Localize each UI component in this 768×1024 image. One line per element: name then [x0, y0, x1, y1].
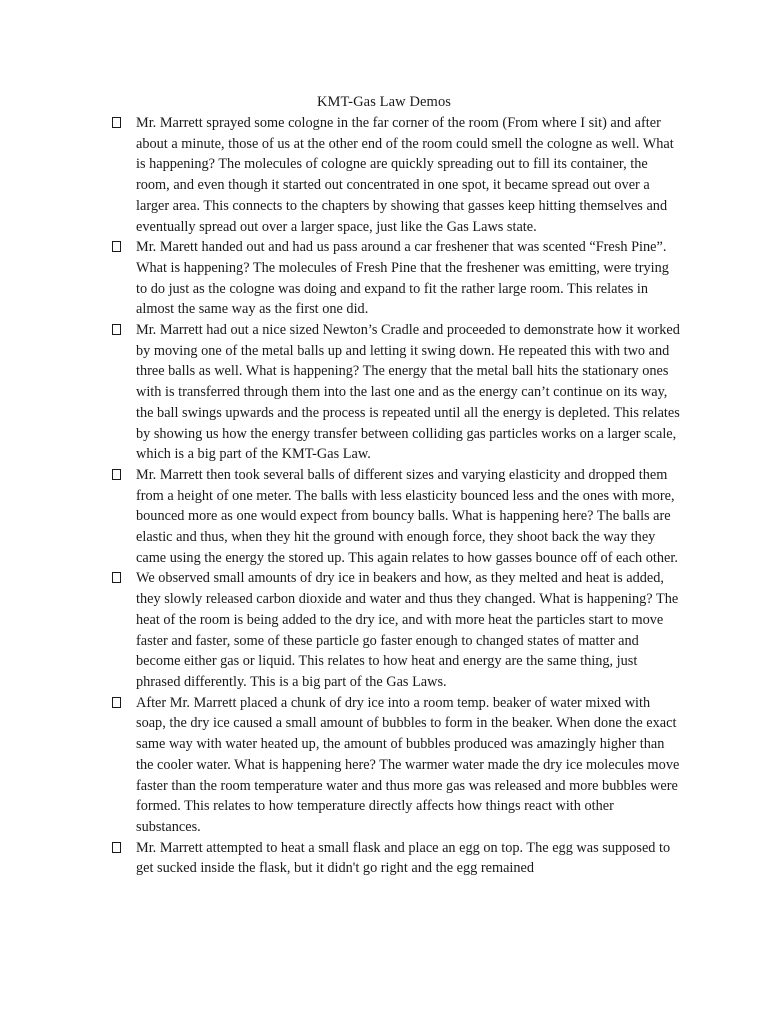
list-item-text: After Mr. Marrett placed a chunk of dry ice into a room temp. beaker of water mixed with soap, the dry ice caused a small amount of bubbles to form in the beaker. When done the exact same way with water heated up, the amount of bubbles produced was amazingly higher than the cooler water. What is happening here? The warmer water made the dry ice molecules move faster than the room temperature water and thus more gas was released and more bubbles were formed. This relates to how temperature directly affects how things react with other substances.	[136, 694, 680, 835]
list-item	[112, 320, 680, 465]
bullet-box-icon	[112, 572, 121, 583]
bullet-box-icon	[112, 324, 121, 335]
list-item	[112, 113, 680, 237]
list-item-text: We observed small amounts of dry ice in beakers and how, as they melted and heat is added, they slowly released carbon dioxide and water and thus they changed. What is happening? The heat of the room is being added to the dry ice, and with more heat the particles start to move faster and faster, some of these particle go faster enough to changed states of matter and become either gas or liquid. This relates to how heat and energy are the same thing, just phrased differently. This is a big part of the Gas Laws.	[136, 570, 679, 690]
list-item	[112, 838, 680, 879]
list-item-text: Mr. Marrett had out a nice sized Newton’s Cradle and proceeded to demonstrate how it worked by moving one of the metal balls up and letting it swing down. He repeated this with two and three balls as well. What is happening? The energy that the metal ball hits the stationary ones with is transferred through them into the last one and as the energy can’t continue on its way, the ball swings upwards and the process is repeated until all the energy is depleted. This relates by showing us how the energy transfer between colliding gas particles works on a larger scale, which is a big part of the KMT-Gas Law.	[136, 322, 680, 463]
bullet-box-icon	[112, 842, 121, 853]
list-item-text: Mr. Marrett attempted to heat a small flask and place an egg on top. The egg was supposed to get sucked inside the flask, but it didn't go right and the egg remained	[136, 839, 671, 877]
bullet-box-icon	[112, 697, 121, 708]
document-title: KMT-Gas Law Demos	[316, 94, 452, 110]
bullet-box-icon	[112, 469, 121, 480]
bullet-box-icon	[112, 241, 121, 252]
list-item-text: Mr. Marrett then took several balls of different sizes and varying elasticity and dropped them from a height of one meter. The balls with less elasticity bounced less and the ones with more, bounced more as one would expect from bouncy balls. What is happening here? The balls are elastic and thus, when they hit the ground with enough force, they shoot back the way they came using the energy the stored up. This again relates to how gasses bounce off of each other.	[136, 466, 678, 566]
list-item-text: Mr. Marrett sprayed some cologne in the far corner of the room (From where I sit) and after about a minute, those of us at the other end of the room could smell the cologne as well. What is happening? The molecules of cologne are quickly spreading out to fill its container, the room, and even though it started out concentrated in one spot, it became spread out over a larger area. This connects to the chapters by showing that gasses keep hitting themselves and eventually spread out over a larger space, just like the Gas Laws state.	[136, 115, 674, 235]
list-item	[112, 693, 680, 838]
list-item	[112, 465, 680, 569]
demo-list	[112, 113, 680, 879]
list-item	[112, 568, 680, 692]
bullet-box-icon	[112, 117, 121, 128]
list-item-text: Mr. Marett handed out and had us pass around a car freshener that was scented “Fresh Pine”. What is happening? The molecules of Fresh Pine that the freshener was emitting, were trying to do just as the cologne was doing and expand to fit the rather large room. This relates in almost the same way as the first one did.	[136, 239, 669, 318]
list-item	[112, 237, 680, 320]
